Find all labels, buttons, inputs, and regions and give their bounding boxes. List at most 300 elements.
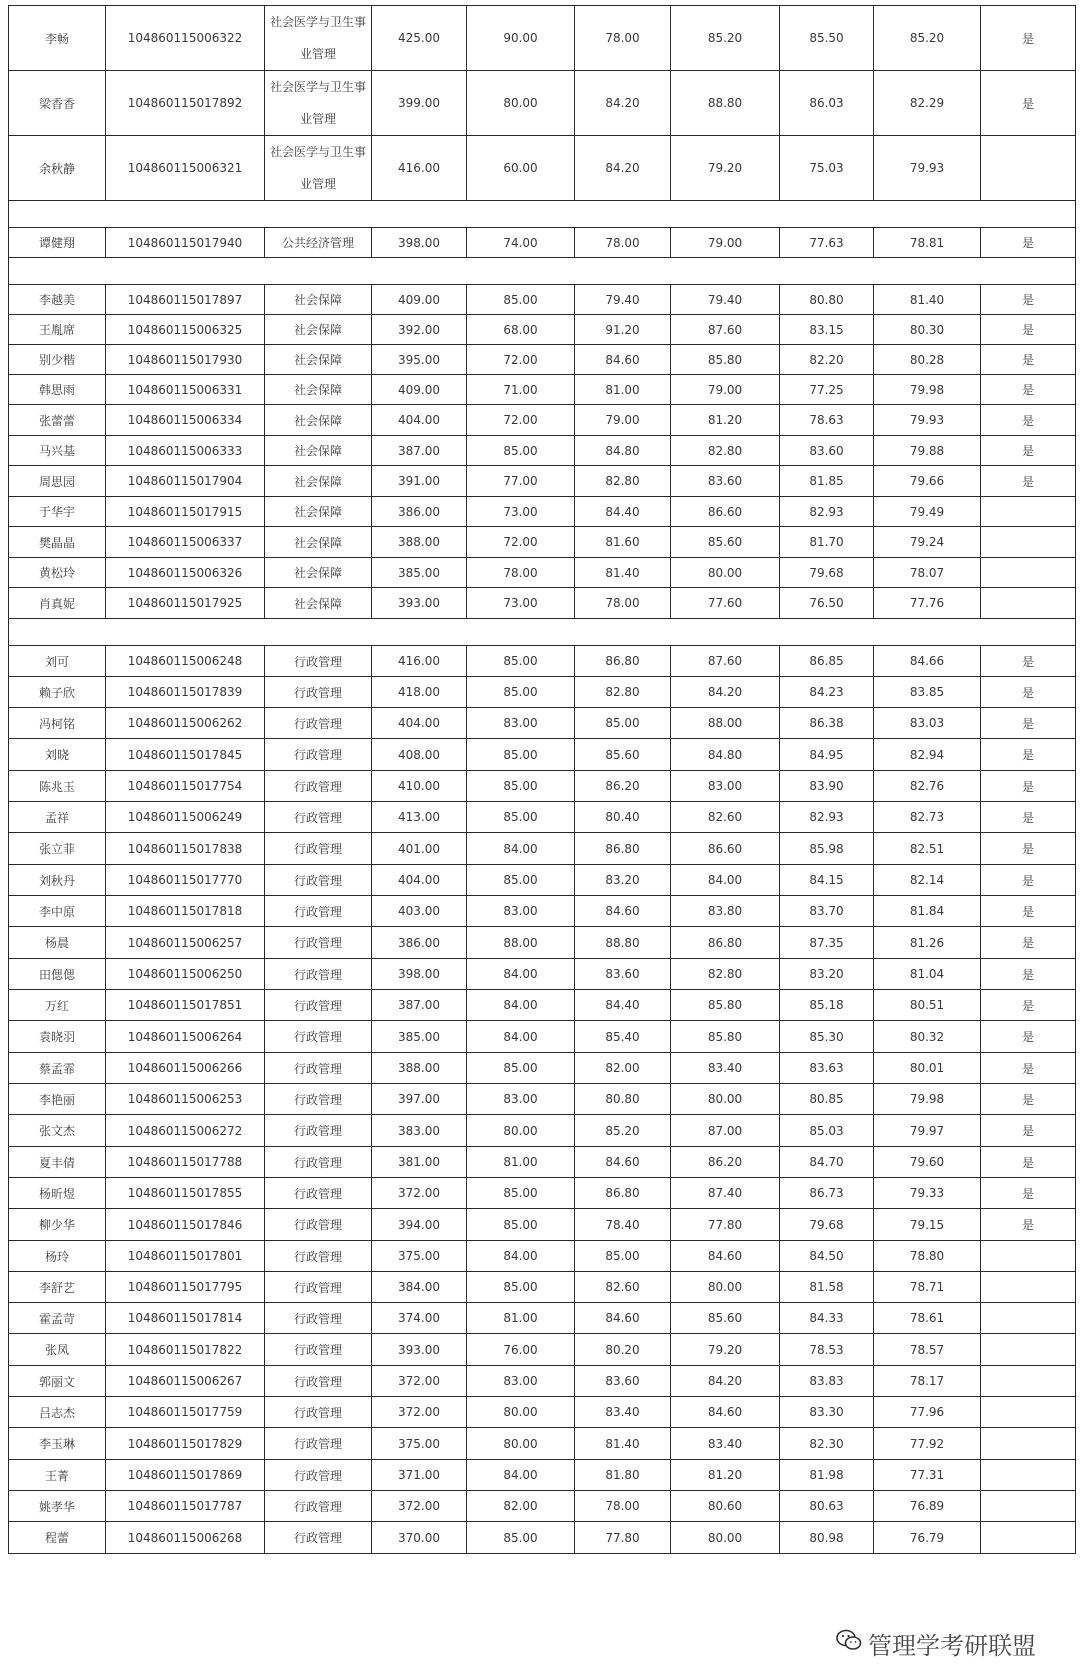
admitted-cell (981, 136, 1076, 201)
initial-score-cell: 413.00 (372, 802, 467, 833)
retest-total-cell: 76.50 (780, 588, 874, 619)
retest-score-cell: 77.60 (671, 588, 780, 619)
admitted-cell (981, 558, 1076, 588)
admitted-cell: 是 (981, 865, 1076, 896)
table-row (9, 1491, 1076, 1522)
retest-score-cell: 81.20 (671, 1460, 780, 1491)
major-cell: 行政管理 (265, 1021, 372, 1053)
name-cell: 谭健翔 (9, 228, 106, 258)
english-score-cell: 85.00 (467, 1209, 575, 1241)
name-cell: 李舒艺 (9, 1272, 106, 1303)
watermark (836, 1623, 1076, 1663)
initial-score-cell: 388.00 (372, 1053, 467, 1084)
retest-score-cell: 83.80 (671, 896, 780, 927)
table-row (9, 802, 1076, 833)
retest-score-cell: 83.40 (671, 1053, 780, 1084)
interview-score-cell: 84.40 (575, 990, 671, 1021)
major-cell: 行政管理 (265, 1397, 372, 1428)
admitted-cell: 是 (981, 1084, 1076, 1115)
english-score-cell: 84.00 (467, 959, 575, 990)
initial-score-cell: 384.00 (372, 1272, 467, 1303)
final-score-cell: 80.28 (874, 345, 981, 375)
interview-score-cell: 85.20 (575, 1115, 671, 1147)
english-score-cell: 85.00 (467, 1272, 575, 1303)
exam-id-cell: 104860115006326 (106, 558, 265, 588)
retest-total-cell: 83.63 (780, 1053, 874, 1084)
initial-score-cell: 416.00 (372, 646, 467, 677)
table-row (9, 771, 1076, 802)
major-cell: 行政管理 (265, 959, 372, 990)
initial-score-cell: 381.00 (372, 1147, 467, 1178)
initial-score-cell: 403.00 (372, 896, 467, 927)
exam-id-cell: 104860115017759 (106, 1397, 265, 1428)
final-score-cell: 80.01 (874, 1053, 981, 1084)
final-score-cell: 82.76 (874, 771, 981, 802)
major-cell: 行政管理 (265, 1522, 372, 1554)
admitted-cell: 是 (981, 285, 1076, 315)
retest-total-cell: 81.70 (780, 527, 874, 558)
initial-score-cell: 418.00 (372, 677, 467, 708)
name-cell: 马兴基 (9, 436, 106, 466)
table-row (9, 527, 1076, 558)
english-score-cell: 73.00 (467, 497, 575, 527)
final-score-cell: 79.33 (874, 1178, 981, 1209)
admitted-cell: 是 (981, 771, 1076, 802)
name-cell: 刘可 (9, 646, 106, 677)
english-score-cell: 85.00 (467, 865, 575, 896)
table-row (9, 865, 1076, 896)
name-cell: 杨晨 (9, 927, 106, 959)
retest-total-cell: 82.93 (780, 497, 874, 527)
admitted-cell: 是 (981, 1053, 1076, 1084)
exam-id-cell: 104860115017892 (106, 71, 265, 136)
initial-score-cell: 397.00 (372, 1084, 467, 1115)
retest-score-cell: 87.00 (671, 1115, 780, 1147)
admitted-cell: 是 (981, 1178, 1076, 1209)
major-cell: 行政管理 (265, 1147, 372, 1178)
retest-total-cell: 85.30 (780, 1021, 874, 1053)
interview-score-cell: 81.40 (575, 1428, 671, 1460)
initial-score-cell: 372.00 (372, 1178, 467, 1209)
retest-total-cell: 83.83 (780, 1366, 874, 1397)
interview-score-cell: 85.40 (575, 1021, 671, 1053)
table-row (9, 1272, 1076, 1303)
initial-score-cell: 398.00 (372, 228, 467, 258)
major-cell: 行政管理 (265, 1241, 372, 1272)
exam-id-cell: 104860115006272 (106, 1115, 265, 1147)
interview-score-cell: 78.00 (575, 228, 671, 258)
initial-score-cell: 391.00 (372, 466, 467, 497)
retest-total-cell: 79.68 (780, 558, 874, 588)
retest-score-cell: 87.60 (671, 315, 780, 345)
final-score-cell: 81.26 (874, 927, 981, 959)
initial-score-cell: 404.00 (372, 405, 467, 436)
english-score-cell: 80.00 (467, 1428, 575, 1460)
retest-total-cell: 84.95 (780, 739, 874, 771)
final-score-cell: 83.03 (874, 708, 981, 739)
major-cell: 行政管理 (265, 1491, 372, 1522)
initial-score-cell: 386.00 (372, 497, 467, 527)
final-score-cell: 79.98 (874, 375, 981, 405)
retest-total-cell: 86.73 (780, 1178, 874, 1209)
initial-score-cell: 393.00 (372, 588, 467, 619)
table-row (9, 71, 1076, 136)
admitted-cell: 是 (981, 1115, 1076, 1147)
retest-score-cell: 82.80 (671, 959, 780, 990)
interview-score-cell: 81.60 (575, 527, 671, 558)
score-table (8, 5, 1076, 1554)
retest-score-cell: 84.20 (671, 1366, 780, 1397)
english-score-cell: 72.00 (467, 527, 575, 558)
table-row (9, 1241, 1076, 1272)
english-score-cell: 81.00 (467, 1147, 575, 1178)
retest-score-cell: 85.80 (671, 1021, 780, 1053)
admitted-cell (981, 1334, 1076, 1366)
table-row (9, 136, 1076, 201)
exam-id-cell: 104860115017829 (106, 1428, 265, 1460)
major-cell: 公共经济管理 (265, 228, 372, 258)
table-row (9, 927, 1076, 959)
admitted-cell (981, 1303, 1076, 1334)
admitted-cell: 是 (981, 990, 1076, 1021)
table-row (9, 558, 1076, 588)
english-score-cell: 85.00 (467, 771, 575, 802)
retest-total-cell: 79.68 (780, 1209, 874, 1241)
exam-id-cell: 104860115006268 (106, 1522, 265, 1554)
english-score-cell: 76.00 (467, 1334, 575, 1366)
retest-total-cell: 82.20 (780, 345, 874, 375)
major-cell: 社会保障 (265, 466, 372, 497)
name-cell: 程蕾 (9, 1522, 106, 1554)
admitted-cell: 是 (981, 315, 1076, 345)
interview-score-cell: 86.80 (575, 646, 671, 677)
exam-id-cell: 104860115006264 (106, 1021, 265, 1053)
admitted-cell: 是 (981, 708, 1076, 739)
exam-id-cell: 104860115017845 (106, 739, 265, 771)
final-score-cell: 78.61 (874, 1303, 981, 1334)
retest-score-cell: 85.60 (671, 1303, 780, 1334)
retest-score-cell: 79.20 (671, 136, 780, 201)
retest-total-cell: 84.15 (780, 865, 874, 896)
table-row (9, 833, 1076, 865)
initial-score-cell: 383.00 (372, 1115, 467, 1147)
initial-score-cell: 386.00 (372, 927, 467, 959)
interview-score-cell: 78.00 (575, 6, 671, 71)
english-score-cell: 80.00 (467, 71, 575, 136)
name-cell: 张凤 (9, 1334, 106, 1366)
interview-score-cell: 80.20 (575, 1334, 671, 1366)
final-score-cell: 77.76 (874, 588, 981, 619)
initial-score-cell: 375.00 (372, 1428, 467, 1460)
english-score-cell: 85.00 (467, 739, 575, 771)
major-cell: 行政管理 (265, 865, 372, 896)
english-score-cell: 83.00 (467, 1366, 575, 1397)
interview-score-cell: 88.80 (575, 927, 671, 959)
admitted-cell: 是 (981, 677, 1076, 708)
table-row (9, 1366, 1076, 1397)
english-score-cell: 85.00 (467, 1053, 575, 1084)
name-cell: 李艳丽 (9, 1084, 106, 1115)
name-cell: 张文杰 (9, 1115, 106, 1147)
admitted-cell (981, 1428, 1076, 1460)
wechat-icon (836, 1628, 862, 1658)
exam-id-cell: 104860115006325 (106, 315, 265, 345)
interview-score-cell: 91.20 (575, 315, 671, 345)
interview-score-cell: 84.20 (575, 71, 671, 136)
exam-id-cell: 104860115017770 (106, 865, 265, 896)
retest-total-cell: 85.18 (780, 990, 874, 1021)
admitted-cell (981, 1397, 1076, 1428)
interview-score-cell: 82.80 (575, 466, 671, 497)
initial-score-cell: 409.00 (372, 285, 467, 315)
english-score-cell: 68.00 (467, 315, 575, 345)
major-cell: 行政管理 (265, 927, 372, 959)
final-score-cell: 79.66 (874, 466, 981, 497)
name-cell: 杨昕煜 (9, 1178, 106, 1209)
name-cell: 吕志杰 (9, 1397, 106, 1428)
table-row (9, 1209, 1076, 1241)
admitted-cell: 是 (981, 71, 1076, 136)
exam-id-cell: 104860115006257 (106, 927, 265, 959)
english-score-cell: 84.00 (467, 1460, 575, 1491)
retest-score-cell: 84.60 (671, 1397, 780, 1428)
name-cell: 肖真妮 (9, 588, 106, 619)
table-row (9, 1522, 1076, 1554)
retest-score-cell: 79.20 (671, 1334, 780, 1366)
final-score-cell: 77.31 (874, 1460, 981, 1491)
admitted-cell: 是 (981, 1021, 1076, 1053)
retest-score-cell: 79.40 (671, 285, 780, 315)
interview-score-cell: 85.00 (575, 1241, 671, 1272)
english-score-cell: 72.00 (467, 405, 575, 436)
exam-id-cell: 104860115017869 (106, 1460, 265, 1491)
major-cell: 社会保障 (265, 588, 372, 619)
exam-id-cell: 104860115017787 (106, 1491, 265, 1522)
interview-score-cell: 84.60 (575, 1303, 671, 1334)
english-score-cell: 84.00 (467, 1021, 575, 1053)
exam-id-cell: 104860115017904 (106, 466, 265, 497)
major-cell: 社会保障 (265, 285, 372, 315)
separator-row (9, 619, 1076, 646)
english-score-cell: 74.00 (467, 228, 575, 258)
admitted-cell: 是 (981, 739, 1076, 771)
exam-id-cell: 104860115017838 (106, 833, 265, 865)
admitted-cell (981, 497, 1076, 527)
interview-score-cell: 83.20 (575, 865, 671, 896)
english-score-cell: 84.00 (467, 1241, 575, 1272)
interview-score-cell: 82.80 (575, 677, 671, 708)
admitted-cell: 是 (981, 228, 1076, 258)
english-score-cell: 85.00 (467, 1522, 575, 1554)
retest-total-cell: 82.30 (780, 1428, 874, 1460)
table-row (9, 1053, 1076, 1084)
interview-score-cell: 81.80 (575, 1460, 671, 1491)
english-score-cell: 85.00 (467, 1178, 575, 1209)
english-score-cell: 85.00 (467, 646, 575, 677)
major-cell: 行政管理 (265, 708, 372, 739)
retest-score-cell: 79.00 (671, 375, 780, 405)
name-cell: 刘晓 (9, 739, 106, 771)
retest-score-cell: 86.60 (671, 833, 780, 865)
retest-total-cell: 83.30 (780, 1397, 874, 1428)
retest-total-cell: 83.60 (780, 436, 874, 466)
interview-score-cell: 84.60 (575, 1147, 671, 1178)
initial-score-cell: 374.00 (372, 1303, 467, 1334)
admitted-cell: 是 (981, 959, 1076, 990)
exam-id-cell: 104860115006266 (106, 1053, 265, 1084)
initial-score-cell: 404.00 (372, 708, 467, 739)
final-score-cell: 79.60 (874, 1147, 981, 1178)
initial-score-cell: 375.00 (372, 1241, 467, 1272)
retest-total-cell: 85.03 (780, 1115, 874, 1147)
retest-score-cell: 86.20 (671, 1147, 780, 1178)
exam-id-cell: 104860115006333 (106, 436, 265, 466)
interview-score-cell: 82.00 (575, 1053, 671, 1084)
retest-total-cell: 85.98 (780, 833, 874, 865)
admitted-cell (981, 1460, 1076, 1491)
name-cell: 霍孟苛 (9, 1303, 106, 1334)
name-cell: 姚孝华 (9, 1491, 106, 1522)
final-score-cell: 78.17 (874, 1366, 981, 1397)
name-cell: 李畅 (9, 6, 106, 71)
final-score-cell: 79.93 (874, 136, 981, 201)
initial-score-cell: 401.00 (372, 833, 467, 865)
interview-score-cell: 80.80 (575, 1084, 671, 1115)
name-cell: 冯柯铭 (9, 708, 106, 739)
major-cell: 行政管理 (265, 802, 372, 833)
initial-score-cell: 371.00 (372, 1460, 467, 1491)
admitted-cell: 是 (981, 646, 1076, 677)
name-cell: 王胤席 (9, 315, 106, 345)
initial-score-cell: 392.00 (372, 315, 467, 345)
retest-total-cell: 78.63 (780, 405, 874, 436)
major-cell: 行政管理 (265, 990, 372, 1021)
admitted-cell (981, 1241, 1076, 1272)
interview-score-cell: 84.40 (575, 497, 671, 527)
table-row (9, 285, 1076, 315)
separator-row (9, 201, 1076, 228)
interview-score-cell: 84.20 (575, 136, 671, 201)
retest-score-cell: 80.00 (671, 1522, 780, 1554)
admitted-cell: 是 (981, 436, 1076, 466)
initial-score-cell: 372.00 (372, 1366, 467, 1397)
table-row (9, 708, 1076, 739)
retest-total-cell: 83.70 (780, 896, 874, 927)
table-row (9, 990, 1076, 1021)
exam-id-cell: 104860115017855 (106, 1178, 265, 1209)
english-score-cell: 88.00 (467, 927, 575, 959)
exam-id-cell: 104860115017851 (106, 990, 265, 1021)
initial-score-cell: 387.00 (372, 990, 467, 1021)
major-cell: 行政管理 (265, 1460, 372, 1491)
retest-score-cell: 84.00 (671, 865, 780, 896)
admitted-cell: 是 (981, 833, 1076, 865)
name-cell: 李玉琳 (9, 1428, 106, 1460)
retest-total-cell: 86.85 (780, 646, 874, 677)
initial-score-cell: 372.00 (372, 1491, 467, 1522)
initial-score-cell: 385.00 (372, 558, 467, 588)
exam-id-cell: 104860115017897 (106, 285, 265, 315)
retest-score-cell: 80.00 (671, 558, 780, 588)
exam-id-cell: 104860115006331 (106, 375, 265, 405)
interview-score-cell: 79.00 (575, 405, 671, 436)
english-score-cell: 85.00 (467, 436, 575, 466)
retest-score-cell: 83.40 (671, 1428, 780, 1460)
final-score-cell: 83.85 (874, 677, 981, 708)
english-score-cell: 83.00 (467, 708, 575, 739)
admitted-cell: 是 (981, 1209, 1076, 1241)
final-score-cell: 79.97 (874, 1115, 981, 1147)
interview-score-cell: 79.40 (575, 285, 671, 315)
english-score-cell: 83.00 (467, 1084, 575, 1115)
name-cell: 田偲偲 (9, 959, 106, 990)
table-row (9, 228, 1076, 258)
exam-id-cell: 104860115006337 (106, 527, 265, 558)
name-cell: 余秋静 (9, 136, 106, 201)
table-row (9, 1397, 1076, 1428)
retest-score-cell: 88.00 (671, 708, 780, 739)
final-score-cell: 81.40 (874, 285, 981, 315)
retest-score-cell: 83.60 (671, 466, 780, 497)
interview-score-cell: 78.40 (575, 1209, 671, 1241)
admitted-cell (981, 1272, 1076, 1303)
retest-score-cell: 85.80 (671, 990, 780, 1021)
retest-total-cell: 81.85 (780, 466, 874, 497)
retest-total-cell: 86.03 (780, 71, 874, 136)
major-cell: 社会医学与卫生事业管理 (265, 6, 372, 71)
final-score-cell: 84.66 (874, 646, 981, 677)
english-score-cell: 85.00 (467, 285, 575, 315)
table-row (9, 896, 1076, 927)
exam-id-cell: 104860115017925 (106, 588, 265, 619)
major-cell: 社会保障 (265, 345, 372, 375)
table-row (9, 739, 1076, 771)
exam-id-cell: 104860115006248 (106, 646, 265, 677)
name-cell: 夏丰倩 (9, 1147, 106, 1178)
retest-score-cell: 77.80 (671, 1209, 780, 1241)
major-cell: 行政管理 (265, 1334, 372, 1366)
name-cell: 樊晶晶 (9, 527, 106, 558)
retest-total-cell: 85.50 (780, 6, 874, 71)
table-row (9, 1147, 1076, 1178)
retest-total-cell: 78.53 (780, 1334, 874, 1366)
interview-score-cell: 84.80 (575, 436, 671, 466)
name-cell: 蔡孟霏 (9, 1053, 106, 1084)
final-score-cell: 80.32 (874, 1021, 981, 1053)
english-score-cell: 90.00 (467, 6, 575, 71)
english-score-cell: 73.00 (467, 588, 575, 619)
interview-score-cell: 84.60 (575, 345, 671, 375)
english-score-cell: 84.00 (467, 833, 575, 865)
name-cell: 万红 (9, 990, 106, 1021)
admitted-cell: 是 (981, 896, 1076, 927)
name-cell: 柳少华 (9, 1209, 106, 1241)
table-row (9, 6, 1076, 71)
admitted-cell (981, 588, 1076, 619)
exam-id-cell: 104860115006334 (106, 405, 265, 436)
final-score-cell: 79.15 (874, 1209, 981, 1241)
final-score-cell: 78.57 (874, 1334, 981, 1366)
admitted-cell (981, 527, 1076, 558)
retest-total-cell: 80.98 (780, 1522, 874, 1554)
admitted-cell (981, 1522, 1076, 1554)
initial-score-cell: 399.00 (372, 71, 467, 136)
final-score-cell: 82.51 (874, 833, 981, 865)
final-score-cell: 77.96 (874, 1397, 981, 1428)
admitted-cell: 是 (981, 6, 1076, 71)
table-row (9, 1178, 1076, 1209)
admitted-cell (981, 1366, 1076, 1397)
